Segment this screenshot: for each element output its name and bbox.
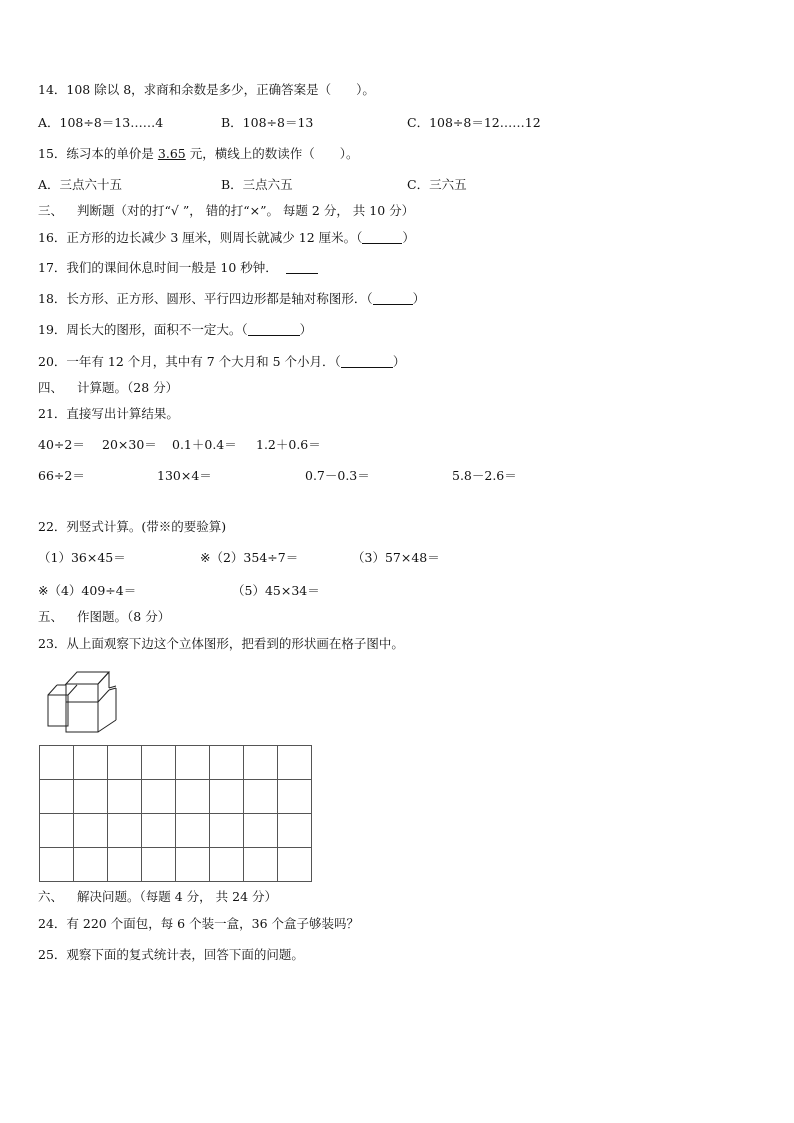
section-5-title: 作图题。（8 分）: [77, 609, 171, 624]
q15-option-a: A．三点六十五: [38, 177, 123, 192]
q21-stem: 21．直接写出计算结果。: [38, 406, 179, 421]
grid-cell[interactable]: [74, 814, 108, 848]
q22-item: ※（2）354÷7＝: [200, 550, 299, 565]
q19-text: 19．周长大的图形，面积不一定大。（: [38, 322, 248, 337]
grid-cell[interactable]: [210, 848, 244, 882]
q15-stem: [38, 146, 358, 162]
grid-cell[interactable]: [278, 780, 312, 814]
q14-option-a: A．108÷8＝13……4: [38, 115, 164, 130]
q20: [38, 354, 405, 370]
q16-answer-blank[interactable]: [362, 231, 402, 244]
q22-item: （5）45×34＝: [232, 583, 320, 598]
grid-cell[interactable]: [142, 780, 176, 814]
grid-cell[interactable]: [210, 814, 244, 848]
q17-text: 17．我们的课间休息时间一般是 10 秒钟．: [38, 260, 278, 275]
q24: 24．有 220 个面包，每 6 个装一盒，36 个盒子够装吗？: [38, 916, 359, 931]
grid-cell[interactable]: [244, 848, 278, 882]
q22-stem: 22．列竖式计算。(带※的要验算): [38, 519, 227, 534]
q16: [38, 230, 415, 246]
section-4-heading: [38, 380, 178, 396]
grid-cell[interactable]: [176, 848, 210, 882]
section-4-number: 四、: [38, 380, 64, 395]
grid-cell[interactable]: [142, 848, 176, 882]
q21-item: 66÷2＝: [38, 468, 85, 483]
section-3-heading: [38, 203, 414, 219]
section-5-number: 五、: [38, 609, 64, 624]
q15-option-c: C．三六五: [407, 177, 467, 192]
q17: [38, 260, 318, 276]
cube-figure: [44, 664, 124, 736]
q18-answer-blank[interactable]: [373, 292, 413, 305]
drawing-grid[interactable]: [39, 745, 313, 883]
section-6-title: 解决问题。（每题 4 分， 共 24 分）: [77, 889, 277, 904]
grid-cell[interactable]: [108, 780, 142, 814]
grid-cell[interactable]: [210, 746, 244, 780]
q18-text: 18．长方形、正方形、圆形、平行四边形都是轴对称图形．（: [38, 291, 373, 306]
grid-cell[interactable]: [142, 746, 176, 780]
grid-cell[interactable]: [74, 780, 108, 814]
section-3-number: 三、: [38, 203, 64, 218]
grid-cell[interactable]: [40, 814, 74, 848]
section-6-heading: [38, 889, 277, 905]
q20-close: ）: [392, 354, 406, 369]
grid-cell[interactable]: [278, 746, 312, 780]
q15-suffix: 元，横线上的数读作（ ）。: [185, 146, 359, 161]
section-4-title: 计算题。（28 分）: [77, 380, 179, 395]
q14-option-c: C．108÷8＝12……12: [407, 115, 541, 130]
grid-cell[interactable]: [108, 848, 142, 882]
grid-cell[interactable]: [108, 746, 142, 780]
q16-close: ）: [402, 230, 415, 245]
grid-cell[interactable]: [278, 848, 312, 882]
section-3-title: 判断题（对的打“√ ”， 错的打“×”。 每题 2 分， 共 10 分）: [77, 203, 415, 218]
grid-cell[interactable]: [176, 780, 210, 814]
grid-cell[interactable]: [278, 814, 312, 848]
grid-cell[interactable]: [176, 814, 210, 848]
q20-text: 20．一年有 12 个月，其中有 7 个大月和 5 个小月．（: [38, 354, 341, 369]
grid-cell[interactable]: [74, 746, 108, 780]
grid-cell[interactable]: [244, 780, 278, 814]
q15-underlined-number: 3.65: [157, 146, 186, 161]
q19-answer-blank[interactable]: [248, 323, 300, 336]
grid-cell[interactable]: [210, 780, 244, 814]
q15-option-b: B．三点六五: [221, 177, 293, 192]
q21-item: 0.7－0.3＝: [305, 468, 370, 483]
grid-cell[interactable]: [40, 848, 74, 882]
q25: 25．观察下面的复式统计表，回答下面的问题。: [38, 947, 304, 962]
grid-cell[interactable]: [244, 814, 278, 848]
q18-close: ）: [412, 291, 426, 306]
grid-cell[interactable]: [108, 814, 142, 848]
q20-answer-blank[interactable]: [341, 355, 393, 368]
section-6-number: 六、: [38, 889, 64, 904]
q16-text: 16．正方形的边长减少 3 厘米，则周长就减少 12 厘米。（: [38, 230, 363, 245]
q23-stem: 23．从上面观察下边这个立体图形，把看到的形状画在格子图中。: [38, 636, 404, 651]
q19: [38, 322, 312, 338]
q14-stem: 14．108 除以 8，求商和余数是多少，正确答案是（ ）。: [38, 82, 375, 97]
grid-cell[interactable]: [74, 848, 108, 882]
q21-item: 40÷2＝: [38, 437, 85, 452]
q18: [38, 291, 425, 307]
grid-cell[interactable]: [244, 746, 278, 780]
q21-item: 0.1＋0.4＝: [172, 437, 237, 452]
q19-close: ）: [299, 322, 313, 337]
q22-item: （3）57×48＝: [352, 550, 440, 565]
section-5-heading: [38, 609, 170, 625]
grid-cell[interactable]: [176, 746, 210, 780]
q22-item: ※（4）409÷4＝: [38, 583, 137, 598]
q14-option-b: B．108÷8＝13: [221, 115, 314, 130]
grid-cell[interactable]: [40, 746, 74, 780]
grid-cell[interactable]: [142, 814, 176, 848]
grid-cell[interactable]: [40, 780, 74, 814]
q22-item: （1）36×45＝: [38, 550, 126, 565]
q21-item: 20×30＝: [102, 437, 157, 452]
q17-answer-blank[interactable]: [286, 261, 318, 274]
q21-item: 130×4＝: [157, 468, 212, 483]
q21-item: 5.8－2.6＝: [452, 468, 517, 483]
q15-prefix: 15．练习本的单价是: [38, 146, 158, 161]
q21-item: 1.2＋0.6＝: [256, 437, 321, 452]
